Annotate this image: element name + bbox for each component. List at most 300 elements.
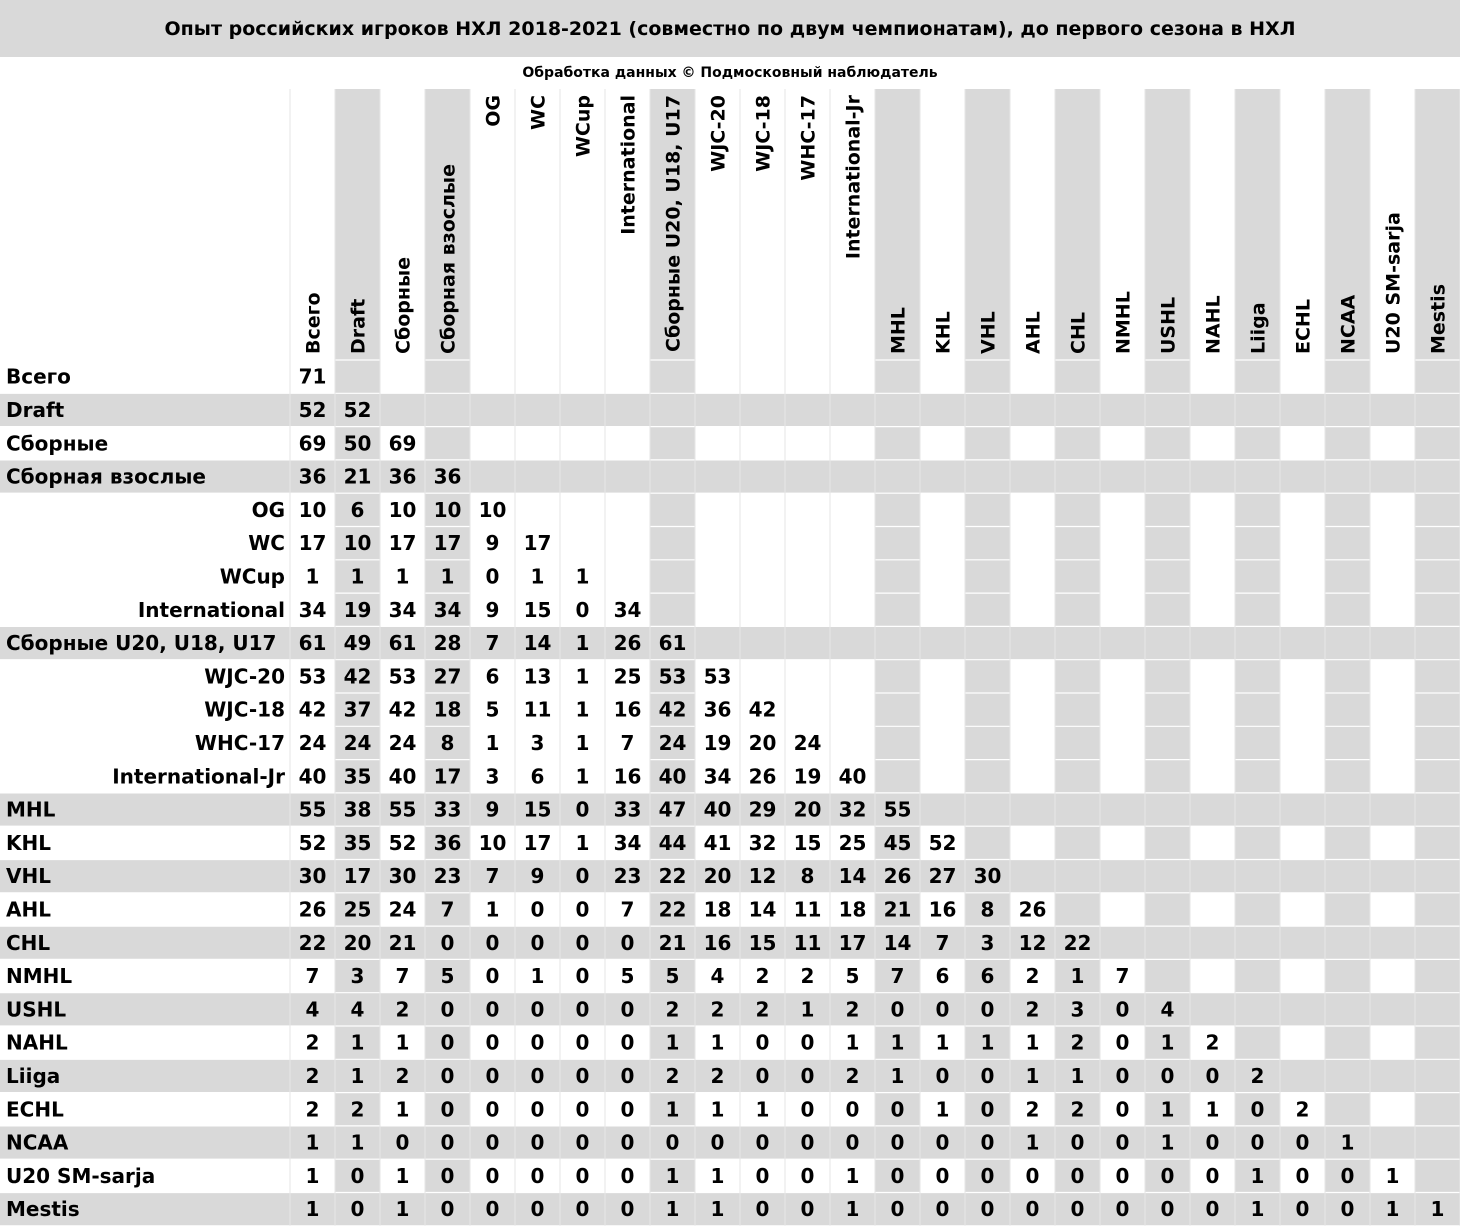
- cell-value: 36: [388, 464, 417, 489]
- row-label: Liiga: [6, 1063, 61, 1088]
- cell-value: 1: [395, 564, 410, 589]
- cell-value: 22: [1063, 930, 1092, 955]
- cell-value: 0: [575, 897, 590, 922]
- column-header: NAHL: [1202, 295, 1225, 354]
- cell-value: 1: [395, 1030, 410, 1055]
- cell-value: 0: [485, 1163, 500, 1188]
- cell-value: 15: [523, 797, 552, 822]
- cell-value: 17: [523, 830, 552, 855]
- column-header: WJC-20: [707, 95, 730, 172]
- cell-value: 0: [530, 1063, 545, 1088]
- cell-value: 16: [928, 897, 957, 922]
- cell-value: 13: [523, 664, 552, 689]
- cell-value: 0: [1160, 1063, 1175, 1088]
- cell-value: 47: [658, 797, 687, 822]
- cell-value: 8: [800, 864, 815, 889]
- row-label: U20 SM-sarja: [6, 1163, 156, 1188]
- cell-value: 1: [755, 1097, 770, 1122]
- cell-value: 9: [530, 864, 545, 889]
- cell-value: 11: [793, 930, 822, 955]
- cell-value: 1: [395, 1097, 410, 1122]
- cell-value: 24: [658, 730, 687, 755]
- cell-value: 0: [890, 1197, 905, 1222]
- cell-value: 29: [748, 797, 777, 822]
- column-header: AHL: [1022, 311, 1045, 354]
- cell-value: 42: [388, 697, 417, 722]
- cell-value: 24: [343, 730, 372, 755]
- cell-value: 0: [575, 1197, 590, 1222]
- cell-value: 40: [703, 797, 732, 822]
- cell-value: 12: [748, 864, 777, 889]
- cell-value: 0: [890, 1097, 905, 1122]
- row-label: NMHL: [6, 964, 73, 989]
- cell-value: 41: [703, 830, 732, 855]
- correlation-matrix: [0, 89, 1460, 1227]
- cell-value: 33: [433, 797, 462, 822]
- cell-value: 0: [755, 1197, 770, 1222]
- column-header: International: [617, 95, 640, 235]
- cell-value: 1: [530, 564, 545, 589]
- row-label: WJC-20: [204, 664, 285, 689]
- cell-value: 7: [620, 730, 635, 755]
- cell-value: 3: [980, 930, 995, 955]
- cell-value: 26: [1018, 897, 1047, 922]
- cell-value: 36: [433, 464, 462, 489]
- cell-value: 1: [575, 764, 590, 789]
- row-band: [0, 1059, 1460, 1092]
- cell-value: 1: [1025, 1130, 1040, 1155]
- cell-value: 53: [388, 664, 417, 689]
- cell-value: 0: [1205, 1197, 1220, 1222]
- cell-value: 0: [980, 997, 995, 1022]
- cell-value: 0: [440, 1063, 455, 1088]
- cell-value: 69: [298, 431, 327, 456]
- cell-value: 53: [658, 664, 687, 689]
- cell-value: 61: [298, 631, 327, 656]
- cell-value: 0: [530, 1163, 545, 1188]
- cell-value: 0: [575, 1030, 590, 1055]
- cell-value: 0: [530, 1030, 545, 1055]
- cell-value: 0: [485, 1063, 500, 1088]
- cell-value: 0: [485, 997, 500, 1022]
- cell-value: 7: [890, 964, 905, 989]
- cell-value: 1: [845, 1030, 860, 1055]
- cell-value: 0: [1340, 1197, 1355, 1222]
- cell-value: 0: [665, 1130, 680, 1155]
- cell-value: 1: [1160, 1097, 1175, 1122]
- cell-value: 18: [838, 897, 867, 922]
- cell-value: 2: [1025, 997, 1040, 1022]
- cell-value: 1: [1340, 1130, 1355, 1155]
- cell-value: 0: [890, 1130, 905, 1155]
- cell-value: 0: [1070, 1130, 1085, 1155]
- cell-value: 7: [440, 897, 455, 922]
- cell-value: 40: [298, 764, 327, 789]
- cell-value: 0: [575, 597, 590, 622]
- cell-value: 15: [793, 830, 822, 855]
- cell-value: 1: [935, 1097, 950, 1122]
- cell-value: 2: [1025, 1097, 1040, 1122]
- cell-value: 1: [485, 730, 500, 755]
- column-header: Сборные U20, U18, U17: [662, 95, 685, 352]
- cell-value: 26: [748, 764, 777, 789]
- cell-value: 71: [298, 364, 327, 389]
- column-header: KHL: [932, 311, 955, 354]
- cell-value: 4: [1160, 997, 1175, 1022]
- cell-value: 6: [935, 964, 950, 989]
- cell-value: 40: [658, 764, 687, 789]
- cell-value: 9: [485, 597, 500, 622]
- cell-value: 1: [800, 997, 815, 1022]
- cell-value: 8: [440, 730, 455, 755]
- row-label: NAHL: [6, 1030, 68, 1055]
- cell-value: 18: [433, 697, 462, 722]
- cell-value: 10: [478, 830, 507, 855]
- cell-value: 1: [1250, 1163, 1265, 1188]
- cell-value: 1: [710, 1030, 725, 1055]
- cell-value: 1: [1025, 1063, 1040, 1088]
- cell-value: 0: [575, 997, 590, 1022]
- cell-value: 0: [485, 564, 500, 589]
- cell-value: 55: [883, 797, 912, 822]
- cell-value: 2: [1295, 1097, 1310, 1122]
- cell-value: 0: [620, 1030, 635, 1055]
- cell-value: 22: [298, 930, 327, 955]
- cell-value: 19: [703, 730, 732, 755]
- column-header: WC: [527, 95, 550, 130]
- cell-value: 5: [845, 964, 860, 989]
- row-band: [0, 1193, 1460, 1226]
- cell-value: 2: [305, 1030, 320, 1055]
- cell-value: 0: [800, 1097, 815, 1122]
- cell-value: 0: [1115, 1197, 1130, 1222]
- cell-value: 17: [433, 764, 462, 789]
- cell-value: 0: [485, 1097, 500, 1122]
- cell-value: 5: [485, 697, 500, 722]
- cell-value: 1: [350, 1030, 365, 1055]
- cell-value: 1: [395, 1163, 410, 1188]
- cell-value: 20: [748, 730, 777, 755]
- cell-value: 1: [665, 1163, 680, 1188]
- cell-value: 3: [485, 764, 500, 789]
- cell-value: 3: [1070, 997, 1085, 1022]
- cell-value: 1: [350, 1130, 365, 1155]
- cell-value: 7: [485, 864, 500, 889]
- cell-value: 34: [433, 597, 462, 622]
- cell-value: 1: [710, 1163, 725, 1188]
- cell-value: 26: [613, 631, 642, 656]
- cell-value: 0: [1160, 1163, 1175, 1188]
- cell-value: 14: [523, 631, 552, 656]
- row-label: International-Jr: [112, 764, 285, 789]
- cell-value: 0: [980, 1197, 995, 1222]
- column-header: CHL: [1067, 312, 1090, 354]
- cell-value: 20: [703, 864, 732, 889]
- cell-value: 5: [440, 964, 455, 989]
- cell-value: 0: [1115, 1130, 1130, 1155]
- cell-value: 1: [890, 1030, 905, 1055]
- cell-value: 0: [935, 1063, 950, 1088]
- cell-value: 0: [575, 1097, 590, 1122]
- row-label: CHL: [6, 930, 51, 955]
- cell-value: 0: [530, 1097, 545, 1122]
- cell-value: 7: [305, 964, 320, 989]
- cell-value: 0: [755, 1063, 770, 1088]
- cell-value: 61: [388, 631, 417, 656]
- cell-value: 0: [440, 1130, 455, 1155]
- cell-value: 0: [350, 1197, 365, 1222]
- cell-value: 20: [343, 930, 372, 955]
- column-header: Draft: [347, 298, 370, 354]
- cell-value: 1: [1025, 1030, 1040, 1055]
- column-header: VHL: [977, 311, 1000, 354]
- cell-value: 1: [575, 697, 590, 722]
- column-header: WHC-17: [797, 95, 820, 181]
- cell-value: 2: [350, 1097, 365, 1122]
- column-header: USHL: [1157, 296, 1180, 354]
- cell-value: 35: [343, 830, 372, 855]
- cell-value: 10: [343, 531, 372, 556]
- cell-value: 6: [980, 964, 995, 989]
- cell-value: 52: [928, 830, 957, 855]
- cell-value: 0: [620, 997, 635, 1022]
- cell-value: 22: [658, 897, 687, 922]
- cell-value: 1: [845, 1197, 860, 1222]
- column-header: Всего: [302, 292, 325, 354]
- cell-value: 11: [793, 897, 822, 922]
- cell-value: 55: [388, 797, 417, 822]
- cell-value: 0: [980, 1130, 995, 1155]
- cell-value: 1: [1070, 1063, 1085, 1088]
- cell-value: 21: [883, 897, 912, 922]
- cell-value: 0: [755, 1163, 770, 1188]
- cell-value: 27: [433, 664, 462, 689]
- column-header: NMHL: [1112, 291, 1135, 354]
- cell-value: 5: [665, 964, 680, 989]
- chart-subtitle: Обработка данных © Подмосковный наблюдатель: [0, 57, 1460, 89]
- cell-value: 42: [658, 697, 687, 722]
- cell-value: 11: [523, 697, 552, 722]
- cell-value: 42: [298, 697, 327, 722]
- cell-value: 1: [305, 564, 320, 589]
- cell-value: 1: [710, 1197, 725, 1222]
- row-label: NCAA: [6, 1130, 69, 1155]
- cell-value: 0: [440, 1197, 455, 1222]
- cell-value: 49: [343, 631, 372, 656]
- cell-value: 2: [665, 1063, 680, 1088]
- cell-value: 1: [665, 1030, 680, 1055]
- cell-value: 1: [395, 1197, 410, 1222]
- cell-value: 0: [1205, 1163, 1220, 1188]
- cell-value: 0: [440, 1163, 455, 1188]
- cell-value: 38: [343, 797, 372, 822]
- cell-value: 0: [890, 1163, 905, 1188]
- cell-value: 17: [433, 531, 462, 556]
- cell-value: 0: [1250, 1130, 1265, 1155]
- cell-value: 24: [388, 897, 417, 922]
- row-label: WJC-18: [204, 697, 285, 722]
- cell-value: 52: [343, 397, 372, 422]
- cell-value: 0: [935, 1197, 950, 1222]
- cell-value: 7: [620, 897, 635, 922]
- row-label: Draft: [6, 397, 65, 422]
- cell-value: 25: [343, 897, 372, 922]
- cell-value: 4: [305, 997, 320, 1022]
- cell-value: 1: [575, 830, 590, 855]
- cell-value: 0: [1295, 1163, 1310, 1188]
- column-header: Liiga: [1247, 302, 1270, 354]
- cell-value: 22: [658, 864, 687, 889]
- cell-value: 0: [575, 1163, 590, 1188]
- cell-value: 1: [665, 1197, 680, 1222]
- cell-value: 52: [298, 830, 327, 855]
- cell-value: 0: [845, 1130, 860, 1155]
- cell-value: 2: [710, 997, 725, 1022]
- cell-value: 36: [703, 697, 732, 722]
- cell-value: 8: [980, 897, 995, 922]
- cell-value: 0: [1205, 1130, 1220, 1155]
- cell-value: 30: [298, 864, 327, 889]
- cell-value: 1: [350, 1063, 365, 1088]
- cell-value: 53: [703, 664, 732, 689]
- cell-value: 18: [703, 897, 732, 922]
- cell-value: 2: [1205, 1030, 1220, 1055]
- cell-value: 34: [613, 830, 642, 855]
- cell-value: 7: [485, 631, 500, 656]
- cell-value: 2: [845, 1063, 860, 1088]
- cell-value: 17: [343, 864, 372, 889]
- row-label: MHL: [6, 797, 56, 822]
- cell-value: 0: [800, 1163, 815, 1188]
- row-band: [0, 393, 1460, 426]
- row-label: Всего: [6, 364, 71, 389]
- cell-value: 0: [575, 964, 590, 989]
- cell-value: 1: [1385, 1163, 1400, 1188]
- cell-value: 5: [620, 964, 635, 989]
- column-header: WJC-18: [752, 95, 775, 172]
- cell-value: 26: [883, 864, 912, 889]
- cell-value: 45: [883, 830, 912, 855]
- background-shading: [0, 89, 1460, 1226]
- cell-value: 1: [575, 631, 590, 656]
- cell-value: 36: [433, 830, 462, 855]
- cell-value: 0: [575, 797, 590, 822]
- cell-value: 40: [388, 764, 417, 789]
- cell-value: 23: [433, 864, 462, 889]
- cell-value: 0: [620, 1197, 635, 1222]
- cell-value: 2: [305, 1063, 320, 1088]
- cell-value: 69: [388, 431, 417, 456]
- cell-value: 0: [575, 1130, 590, 1155]
- cell-value: 3: [530, 730, 545, 755]
- cell-value: 17: [523, 531, 552, 556]
- cell-value: 6: [485, 664, 500, 689]
- cell-value: 10: [388, 497, 417, 522]
- cell-value: 2: [1250, 1063, 1265, 1088]
- cell-value: 19: [793, 764, 822, 789]
- cell-value: 24: [793, 730, 822, 755]
- cell-value: 25: [613, 664, 642, 689]
- cell-value: 0: [935, 997, 950, 1022]
- cell-value: 33: [613, 797, 642, 822]
- cell-value: 10: [433, 497, 462, 522]
- cell-value: 1: [1250, 1197, 1265, 1222]
- cell-value: 9: [485, 797, 500, 822]
- cell-value: 37: [343, 697, 372, 722]
- cell-value: 10: [478, 497, 507, 522]
- cell-value: 36: [298, 464, 327, 489]
- row-label: OG: [251, 497, 285, 522]
- cell-value: 25: [838, 830, 867, 855]
- cell-value: 2: [755, 964, 770, 989]
- cell-value: 0: [620, 1097, 635, 1122]
- cell-value: 21: [343, 464, 372, 489]
- cell-value: 21: [388, 930, 417, 955]
- cell-value: 0: [485, 930, 500, 955]
- cell-value: 0: [485, 1197, 500, 1222]
- cell-value: 35: [343, 764, 372, 789]
- cell-value: 0: [890, 997, 905, 1022]
- cell-value: 17: [838, 930, 867, 955]
- cell-value: 0: [1250, 1097, 1265, 1122]
- cell-value: 1: [1205, 1097, 1220, 1122]
- column-header: U20 SM-sarja: [1382, 212, 1405, 354]
- row-label: WHC-17: [194, 730, 285, 755]
- cell-value: 0: [1160, 1197, 1175, 1222]
- cell-value: 6: [530, 764, 545, 789]
- row-label: WC: [248, 531, 285, 556]
- cell-value: 1: [530, 964, 545, 989]
- row-label: Сборные: [6, 431, 109, 456]
- cell-value: 0: [350, 1163, 365, 1188]
- cell-value: 0: [530, 897, 545, 922]
- cell-value: 19: [343, 597, 372, 622]
- cell-value: 0: [395, 1130, 410, 1155]
- cell-value: 0: [440, 1097, 455, 1122]
- cell-value: 0: [1070, 1197, 1085, 1222]
- cell-value: 2: [1025, 964, 1040, 989]
- column-header: WCup: [572, 95, 595, 158]
- cell-value: 53: [298, 664, 327, 689]
- cell-value: 15: [523, 597, 552, 622]
- cell-value: 17: [388, 531, 417, 556]
- cell-value: 0: [1115, 1163, 1130, 1188]
- cell-value: 0: [575, 930, 590, 955]
- column-header: Mestis: [1427, 283, 1450, 354]
- row-label: Сборные U20, U18, U17: [6, 631, 277, 656]
- cell-value: 55: [298, 797, 327, 822]
- cell-value: 1: [350, 564, 365, 589]
- cell-value: 0: [620, 930, 635, 955]
- cell-value: 1: [845, 1163, 860, 1188]
- row-label: Mestis: [6, 1197, 80, 1222]
- cell-value: 16: [613, 764, 642, 789]
- cell-value: 0: [800, 1197, 815, 1222]
- cell-value: 2: [710, 1063, 725, 1088]
- cell-value: 2: [395, 1063, 410, 1088]
- row-band: [0, 460, 1460, 493]
- cell-value: 2: [665, 997, 680, 1022]
- row-label: Сборная взослые: [6, 464, 206, 489]
- cell-value: 0: [1115, 1063, 1130, 1088]
- row-band: [0, 993, 1460, 1026]
- cell-value: 14: [748, 897, 777, 922]
- cell-value: 2: [1070, 1097, 1085, 1122]
- cell-value: 21: [658, 930, 687, 955]
- cell-value: 1: [575, 664, 590, 689]
- cell-value: 20: [793, 797, 822, 822]
- cell-value: 52: [388, 830, 417, 855]
